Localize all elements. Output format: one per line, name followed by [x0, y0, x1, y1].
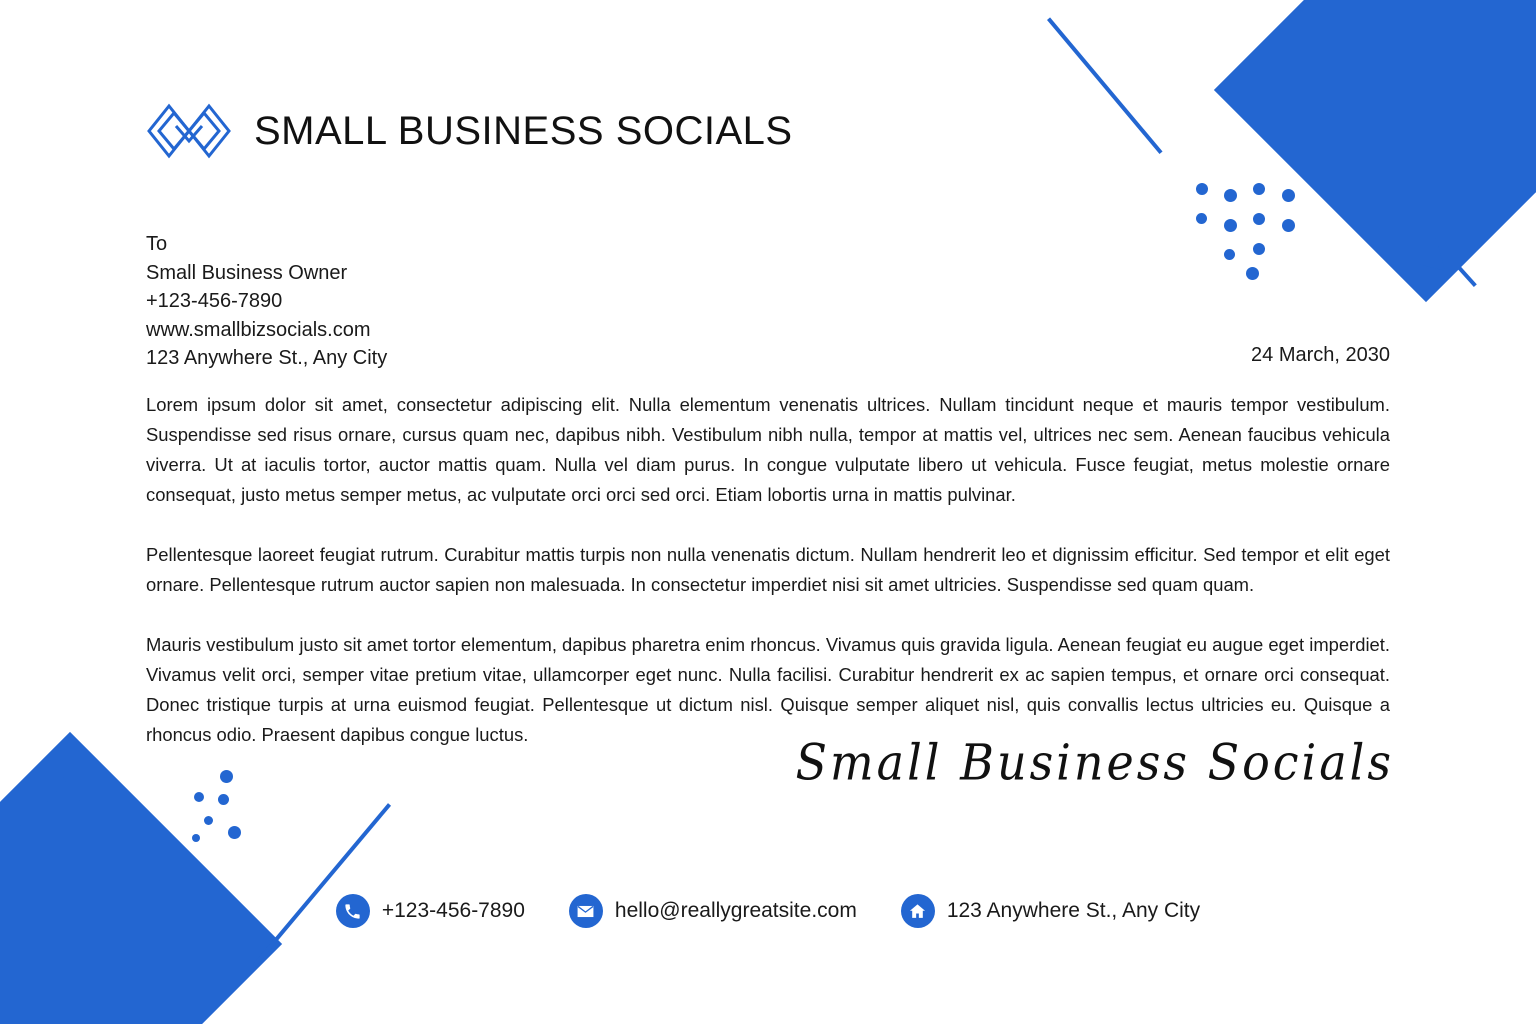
footer-email-text: hello@reallygreatsite.com: [614, 899, 857, 922]
recipient-website: www.smallbizsocials.com: [146, 318, 371, 341]
recipient-address: 123 Anywhere St., Any City: [146, 347, 388, 369]
interlocking-chevrons-logo-icon: [146, 98, 232, 164]
footer-phone-text: +123-456-7890: [381, 899, 525, 922]
footer-address-text: 123 Anywhere St., Any City: [946, 899, 1201, 922]
footer-email[interactable]: [569, 894, 857, 928]
signature: Small Business Socials: [795, 732, 1394, 792]
company-name: SMALL BUSINESS SOCIALS: [254, 108, 793, 153]
bottom-left-diagonal-line: [253, 803, 391, 966]
envelope-icon: [569, 894, 603, 928]
letterhead-header: [146, 98, 793, 164]
letterhead-footer: [0, 894, 1536, 928]
recipient-name: Small Business Owner: [146, 261, 348, 284]
letter-paragraph: Lorem ipsum dolor sit amet, consectetur adipiscing elit. Nulla elementum venenatis ultrices. Nullam tincidunt neque et mauris tempor vestibulum. Suspendisse sed risus ornare, cursus quam nec, dapibus nibh. Vestibulum nibh nulla, tempor at mattis vel, ultrices nec sem. Aenean faucibus vehicula viverra. Ut at iaculis tortor, auctor mattis quam. Nulla vel diam purus. In congue vulputate libero ut vehicula. Fusce feugiat, metus molestie ornare consequat, justo metus semper metus, ac vulputate orci orci sed orci. Etiam lobortis urna in mattis pulvinar.: [146, 394, 1390, 505]
letter-paragraph: Mauris vestibulum justo sit amet tortor elementum, dapibus pharetra enim rhoncus. Vivamus quis gravida ligula. Aenean feugiat eu augue eget imperdiet. Vivamus velit orci, semper vitae pretium vitae, ullamcorper eget nunc. Nulla facilisi. Curabitur hendrerit ex ac sapien tempus, et ornare orci consequat. Donec tristique turpis at urna euismod feugiat. Pellentesque ut dictum nisl. Quisque semper aliquet nisl, quis convallis lectus ultricies eu. Quisque a rhoncus odio. Praesent dapibus congue luctus.: [146, 634, 1390, 745]
footer-address[interactable]: [901, 894, 1200, 928]
recipient-block: [146, 230, 387, 373]
letter-body: [146, 390, 1390, 750]
recipient-label: To: [146, 233, 168, 255]
letter-paragraph: Pellentesque laoreet feugiat rutrum. Curabitur mattis turpis non nulla venenatis dictum. Nullam hendrerit leo et dignissim efficitur. Sed tempor et elit eget ornare. Pellentesque rutrum auctor sapien non malesuada. In consectetur imperdiet nisi sit amet ultricies. Suspendisse sed quam quam.: [146, 544, 1390, 595]
top-right-diamond-shape: [1214, 0, 1536, 302]
letter-date: 24 March, 2030: [1251, 344, 1390, 366]
footer-phone[interactable]: [336, 894, 525, 928]
home-icon: [901, 894, 935, 928]
recipient-phone: +123-456-7890: [146, 290, 283, 312]
bottom-left-diamond-shape: [0, 732, 282, 1024]
phone-icon: [336, 894, 370, 928]
top-right-diagonal-line: [1047, 17, 1163, 154]
